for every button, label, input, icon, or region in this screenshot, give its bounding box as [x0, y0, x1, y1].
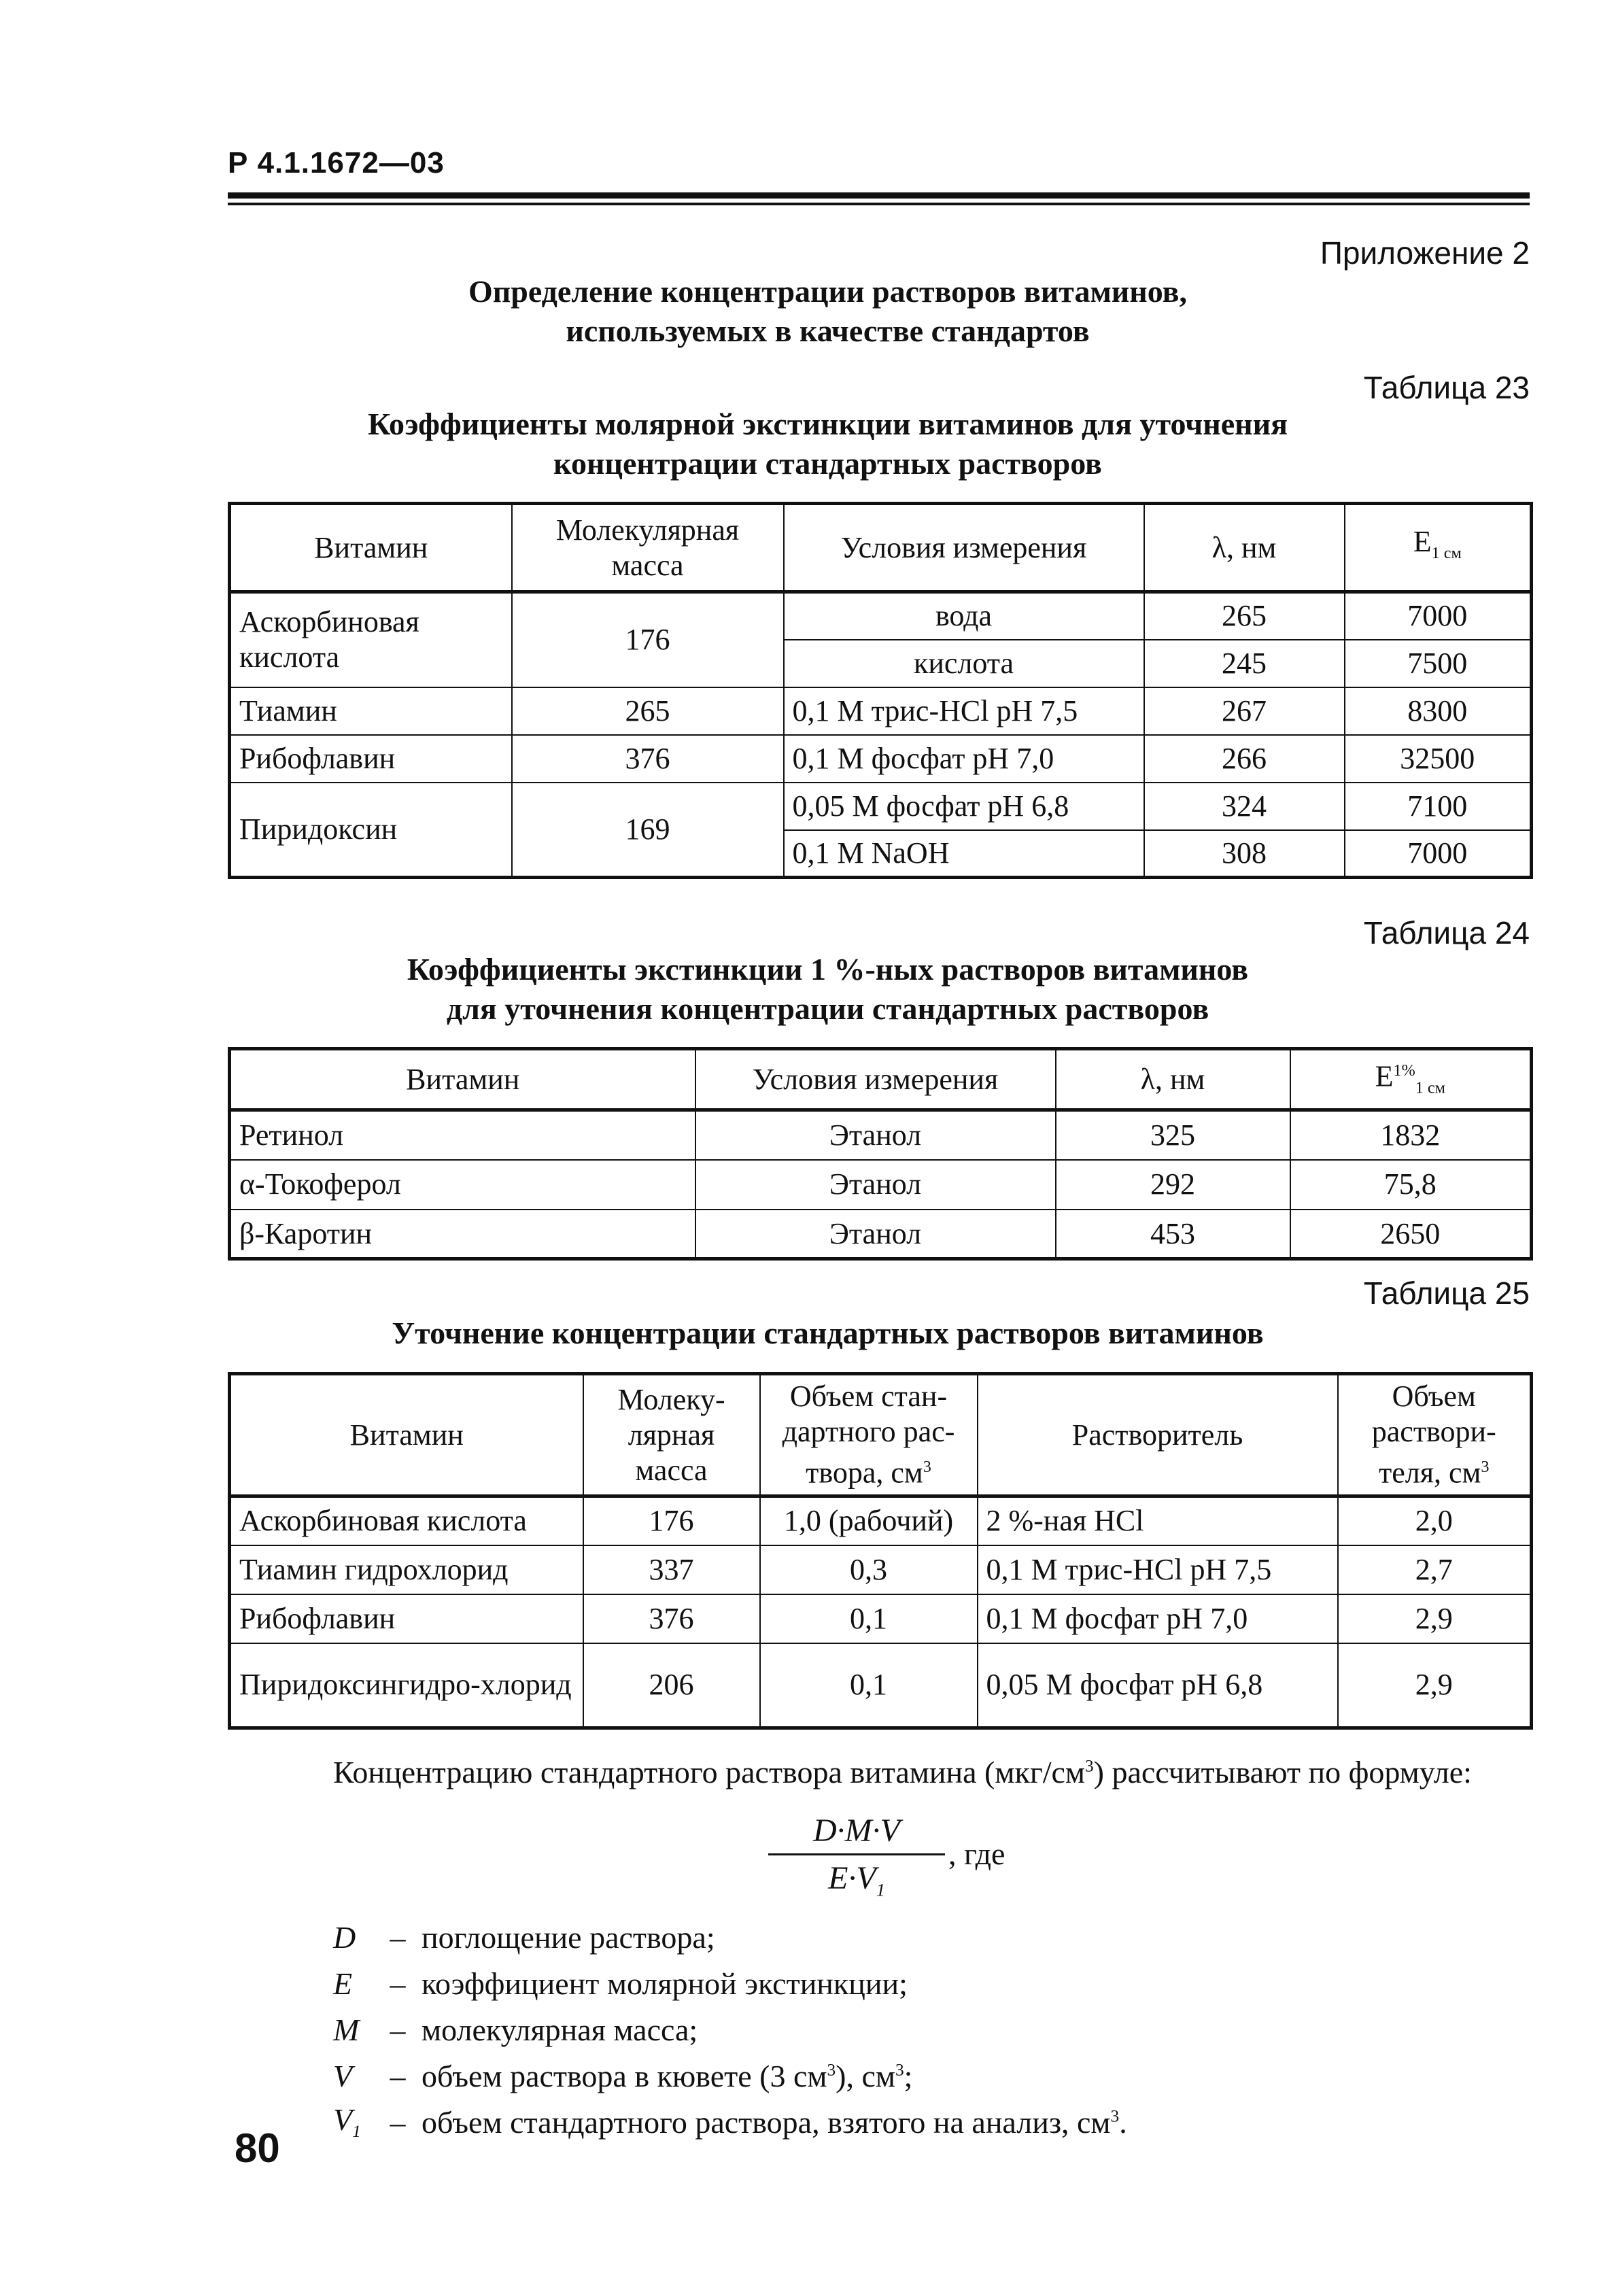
table24-title-line2: для уточнения концентрации стандартных растворов	[446, 991, 1209, 1026]
definition-sup: 3	[827, 2060, 836, 2080]
table23-header-mass-line1: Молекулярная	[555, 513, 740, 547]
table23-header-e	[1345, 504, 1532, 592]
table25-header-solvent-volume	[1338, 1374, 1532, 1496]
table-cell: Тиамин гидрохлорид	[230, 1545, 583, 1594]
table-cell: 2,9	[1338, 1643, 1532, 1728]
document-code: Р 4.1.1672—03	[228, 146, 445, 179]
table-row	[230, 783, 1532, 830]
table23-header-lambda: λ, нм	[1144, 504, 1345, 592]
table25-header-row	[230, 1374, 1532, 1496]
page-number: 80	[235, 2125, 280, 2171]
table-cell: вода	[784, 592, 1144, 640]
table-cell: Этанол	[695, 1110, 1056, 1160]
definition-symbol: E	[333, 1966, 353, 2001]
definition-text: коэффициент молярной экстинкции;	[422, 1966, 908, 2001]
table-cell: 7500	[1345, 640, 1532, 687]
table-row	[230, 687, 1532, 735]
table-cell: 0,3	[760, 1545, 978, 1594]
table-cell: Рибофлавин	[230, 1594, 583, 1643]
table-cell: 337	[583, 1545, 760, 1594]
table24-header-row	[230, 1049, 1532, 1110]
table23-title-line2: концентрации стандартных растворов	[553, 446, 1102, 481]
cube-superscript: 3	[1481, 1458, 1490, 1477]
table23-title-line1: Коэффициенты молярной экстинкции витаминов для уточнения	[367, 407, 1288, 441]
table-cell: 266	[1144, 735, 1345, 783]
table-row	[230, 1594, 1532, 1643]
definition-row	[333, 2053, 1127, 2099]
table-cell: 2,0	[1338, 1496, 1532, 1545]
table24-header-e	[1290, 1049, 1532, 1110]
table25-header-solvent: Растворитель	[978, 1374, 1338, 1496]
table23-title	[228, 405, 1428, 483]
table-cell: 0,1 М трис-HCl pH 7,5	[784, 687, 1144, 735]
table-cell: 325	[1056, 1110, 1290, 1160]
table-row	[230, 735, 1532, 783]
table-cell: 0,1 М фосфат pH 7,0	[784, 735, 1144, 783]
table24-title-line1: Коэффициенты экстинкции 1 %-ных растворов витаминов	[407, 952, 1249, 987]
formula-numerator: D·M·V	[813, 1813, 900, 1849]
table-cell: 0,1	[760, 1594, 978, 1643]
table-cell: 453	[1056, 1210, 1290, 1259]
definition-symbol-main: V	[333, 2102, 353, 2138]
definition-dash: –	[390, 1919, 406, 1955]
concentration-formula	[768, 1812, 945, 1901]
header-rule-thin	[228, 203, 1530, 205]
appendix-title-line1: Определение концентрации растворов витаминов,	[468, 274, 1188, 309]
fraction-bar	[768, 1853, 945, 1855]
table25-header-std-vol-l3: твора, см	[806, 1456, 923, 1490]
table-cell: 308	[1144, 830, 1345, 878]
table-cell: Пиридоксин	[230, 783, 512, 878]
table23-header-conditions: Условия измерения	[784, 504, 1144, 592]
table-cell: 0,1 М NaOH	[784, 830, 1144, 878]
table-cell: 32500	[1345, 735, 1532, 783]
definition-symbol: D	[333, 1919, 356, 1955]
table-cell: 206	[583, 1643, 760, 1728]
table-cell: β-Каротин	[230, 1210, 695, 1259]
table-row	[230, 1496, 1532, 1545]
table-cell: 2650	[1290, 1210, 1532, 1259]
table-cell: 0,05 М фосфат pH 6,8	[784, 783, 1144, 830]
table-cell: 245	[1144, 640, 1345, 687]
table25-header-mass-l1: Молеку-	[617, 1382, 725, 1416]
definition-symbol: V	[333, 2058, 353, 2093]
table-cell: 1,0 (рабочий)	[760, 1496, 978, 1545]
table-cell: 292	[1056, 1160, 1290, 1210]
formula-intro-text: Концентрацию стандартного раствора витамина (мкг/см	[333, 1755, 1085, 1789]
formula-intro-sup: 3	[1085, 1756, 1094, 1776]
table-cell: 376	[512, 735, 784, 783]
definition-text-part: объем раствора в кювете (3 см	[422, 2058, 827, 2093]
table25-header-std-vol-l1: Объем стан-	[789, 1380, 948, 1413]
table-row	[230, 1210, 1532, 1259]
table25-header-solv-vol-l2: раствори-	[1371, 1415, 1496, 1449]
table-cell: 2,9	[1338, 1594, 1532, 1643]
table-cell: Ретинол	[230, 1110, 695, 1160]
definition-dash: –	[390, 1966, 406, 2001]
table24-header-lambda: λ, нм	[1056, 1049, 1290, 1110]
table-row	[230, 1160, 1532, 1210]
symbol-definitions	[333, 1914, 1127, 2145]
formula-intro	[333, 1754, 1472, 1790]
table25-header-std-volume	[760, 1374, 978, 1496]
table-cell: 7100	[1345, 783, 1532, 830]
definition-dash: –	[390, 2012, 406, 2047]
table-cell: Тиамин	[230, 687, 512, 735]
table24-header-e-sub: 1 см	[1415, 1078, 1445, 1097]
table-cell: 7000	[1345, 830, 1532, 878]
table-cell: 265	[512, 687, 784, 735]
table25-header-mass-l2: лярная	[628, 1418, 715, 1452]
definition-symbol-sub: 1	[352, 2122, 361, 2142]
table23-header-e-sub: 1 см	[1431, 543, 1462, 562]
table25-header-solv-vol-l3: теля, см	[1379, 1456, 1481, 1490]
table24	[228, 1047, 1533, 1261]
formula-denominator	[768, 1860, 945, 1901]
table25-header-vitamin: Витамин	[230, 1374, 583, 1496]
definition-row	[333, 2099, 1127, 2145]
table-cell: 265	[1144, 592, 1345, 640]
table24-header-e-symbol: E	[1375, 1059, 1394, 1093]
table-cell: 324	[1144, 783, 1345, 830]
table-cell: 7000	[1345, 592, 1532, 640]
table-cell: 0,05 М фосфат pH 6,8	[978, 1643, 1338, 1728]
table23-header-row	[230, 504, 1532, 592]
formula-denominator-main: E·V	[828, 1860, 876, 1896]
table23-header-vitamin: Витамин	[230, 504, 512, 592]
formula-denominator-sub: 1	[876, 1879, 885, 1900]
table-cell: Этанол	[695, 1160, 1056, 1210]
table-cell: 0,1 М фосфат pH 7,0	[978, 1594, 1338, 1643]
appendix-title	[228, 272, 1428, 351]
definition-text-part: .	[1119, 2104, 1127, 2140]
table24-header-vitamin: Витамин	[230, 1049, 695, 1110]
table-cell: 176	[512, 592, 784, 687]
table-cell: 1832	[1290, 1110, 1532, 1160]
definition-symbol: M	[333, 2012, 360, 2047]
table25-header-std-vol-l2: дартного рас-	[782, 1415, 955, 1449]
table-cell: 2 %-ная HCl	[978, 1496, 1338, 1545]
definition-row	[333, 1914, 1127, 1960]
definition-text	[422, 2058, 912, 2094]
table-cell: Аскорбиновая кислота	[230, 1496, 583, 1545]
table23	[228, 502, 1533, 879]
table24-label: Таблица 24	[1363, 915, 1530, 950]
definition-text	[422, 2104, 1127, 2140]
table-cell: 176	[583, 1496, 760, 1545]
appendix-title-line2: используемых в качестве стандартов	[566, 313, 1090, 348]
definition-row	[333, 2006, 1127, 2053]
definition-sup: 3	[1110, 2106, 1120, 2126]
table24-header-conditions: Условия измерения	[695, 1049, 1056, 1110]
table25-header-solv-vol-l1: Объем	[1392, 1380, 1476, 1413]
table23-label: Таблица 23	[1363, 370, 1530, 405]
table24-title	[228, 950, 1428, 1029]
table-cell: Аскорбиновая кислота	[230, 592, 512, 687]
table-cell: 376	[583, 1594, 760, 1643]
definition-row	[333, 1960, 1127, 2006]
table25-title: Уточнение концентрации стандартных растворов витаминов	[392, 1316, 1264, 1350]
definition-text-part: ), см	[836, 2058, 896, 2093]
table23-header-mass-line2: масса	[611, 548, 684, 582]
table-cell: 0,1	[760, 1643, 978, 1728]
table-cell: 0,1 М трис-HCl pH 7,5	[978, 1545, 1338, 1594]
table-cell: Пиридоксингидро-хлорид	[230, 1643, 583, 1728]
definition-dash: –	[390, 2104, 406, 2140]
table25-header-mass	[583, 1374, 760, 1496]
table-cell: 75,8	[1290, 1160, 1532, 1210]
definition-text: молекулярная масса;	[422, 2012, 698, 2047]
definition-text-part: ;	[904, 2058, 913, 2093]
table-row	[230, 1545, 1532, 1594]
table24-header-e-sup: 1%	[1393, 1061, 1415, 1080]
definition-text-part: объем стандартного раствора, взятого на анализ, см	[422, 2104, 1111, 2140]
definition-symbol	[333, 2102, 374, 2142]
table23-header-e-symbol: E	[1413, 525, 1432, 559]
table25-label: Таблица 25	[1363, 1275, 1530, 1311]
appendix-label: Приложение 2	[1320, 235, 1530, 271]
table-cell: α-Токоферол	[230, 1160, 695, 1210]
formula-intro-text-end: ) рассчитывают по формуле:	[1093, 1755, 1472, 1789]
table-row	[230, 592, 1532, 640]
table25-header-mass-l3: масса	[635, 1453, 708, 1487]
table23-header-mass	[512, 504, 784, 592]
definition-sup: 3	[895, 2060, 904, 2080]
table-row	[230, 1643, 1532, 1728]
table-cell: кислота	[784, 640, 1144, 687]
cube-superscript: 3	[923, 1458, 931, 1477]
header-rule-thick	[228, 192, 1530, 199]
definition-text: поглощение раствора;	[422, 1919, 715, 1955]
formula-where: , где	[948, 1836, 1005, 1871]
table-cell: 8300	[1345, 687, 1532, 735]
table-row	[230, 1110, 1532, 1160]
table-cell: 2,7	[1338, 1545, 1532, 1594]
table-cell: Этанол	[695, 1210, 1056, 1259]
table-cell: Рибофлавин	[230, 735, 512, 783]
definition-dash: –	[390, 2058, 406, 2093]
table-cell: 267	[1144, 687, 1345, 735]
table25	[228, 1372, 1533, 1730]
table-cell: 169	[512, 783, 784, 878]
